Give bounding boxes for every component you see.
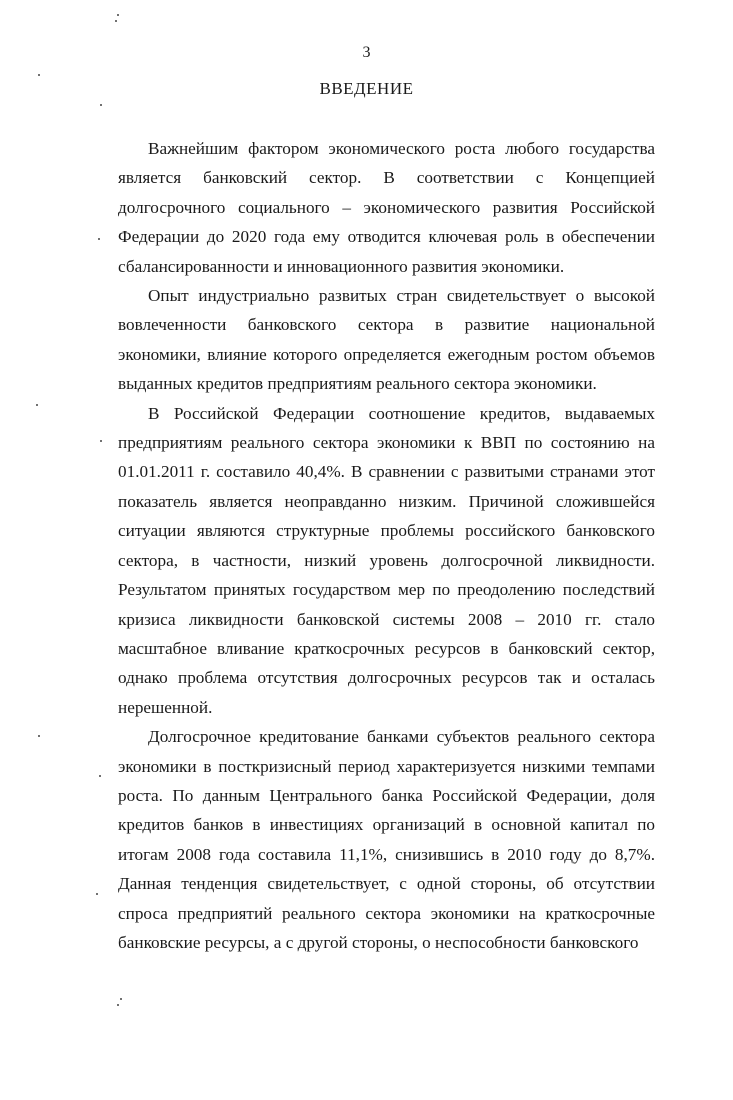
scan-speck — [120, 998, 122, 1000]
paragraph-2: Опыт индустриально развитых стран свидетельствует о высокой вовлеченности банковского сектора в развитие национальной экономики, влияние которого определяется ежегодным ростом объемов выданных кредитов предприятиям реального сектора экономики. — [118, 286, 655, 394]
scan-speck — [38, 735, 40, 737]
scan-speck — [98, 238, 100, 240]
scan-speck — [115, 20, 117, 22]
scan-speck — [38, 74, 40, 76]
scan-speck — [100, 104, 102, 106]
scan-speck — [117, 1004, 119, 1006]
body-text — [118, 134, 655, 957]
paragraph-3: В Российской Федерации соотношение кредитов, выдаваемых предприятиям реального сектора экономики к ВВП по состоянию на 01.01.2011 г. составило 40,4%. В сравнении с развитыми странами этот показатель является неоправданно низким. Причиной сложившейся ситуации являются структурные проблемы российского банковского сектора, в частности, низкий уровень долгосрочной ликвидности. Результатом принятых государством мер по преодолению последствий кризиса ликвидности банковской системы 2008 – 2010 гг. стало масштабное вливание краткосрочных ресурсов в банковский сектор, однако проблема отсутствия долгосрочных ресурсов так и осталась нерешенной. — [118, 403, 655, 717]
scan-speck — [36, 404, 38, 406]
scan-speck — [96, 893, 98, 895]
scan-speck — [100, 440, 102, 442]
paragraph-4: Долгосрочное кредитование банками субъектов реального сектора экономики в посткризисный период характеризуется низкими темпами роста. По данным Центрального банка Российской Федерации, доля кредитов банков в инвестициях организаций в основной капитал по итогам 2008 года составила 11,1%, снизившись в 2010 году до 8,7%. Данная тенденция свидетельствует, с одной стороны, об отсутствии спроса предприятий реального сектора экономики на краткосрочные банковские ресурсы, а с другой стороны, о неспособности банковского — [118, 727, 655, 952]
section-heading: ВВЕДЕНИЕ — [319, 79, 414, 98]
page-number: 3 — [362, 44, 371, 61]
scan-speck — [99, 775, 101, 777]
scan-speck — [117, 14, 119, 16]
paragraph-1: Важнейшим фактором экономического роста любого государства является банковский сектор. В соответствии с Концепцией долгосрочного социального – экономического развития Российской Федерации до 2020 года ему отводится ключевая роль в обеспечении сбалансированности и инновационного развития экономики. — [118, 139, 655, 276]
